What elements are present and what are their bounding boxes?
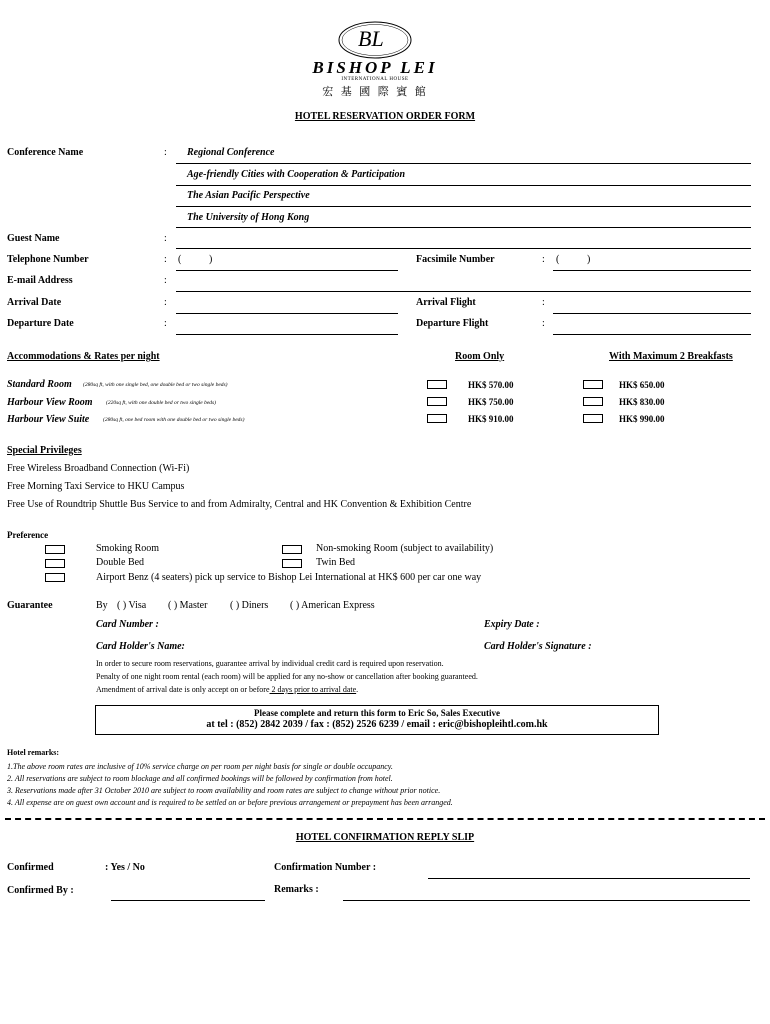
conference-line-2: Age-friendly Cities with Cooperation & Participation [187,169,406,180]
cut-line-divider [5,818,765,820]
departure-date-label: Departure Date [7,318,74,329]
departure-flight-field[interactable] [553,334,751,335]
telephone-paren-close: ) [209,254,213,265]
fax-paren-open: ( [556,254,560,265]
card-option-diners[interactable]: ( ) Diners [230,600,269,611]
telephone-paren-open: ( [178,254,182,265]
privilege-item: Free Wireless Broadband Connection (Wi-Fi) [7,463,190,474]
airport-checkbox[interactable] [45,573,65,582]
breakfast-checkbox[interactable] [583,397,603,406]
confirmed-by-label: Confirmed By : [7,885,74,896]
departure-flight-label: Departure Flight [416,318,489,329]
privileges-heading: Special Privileges [7,445,82,456]
double-bed-label: Double Bed [96,557,145,568]
arrival-date-field[interactable] [176,313,398,314]
room-name: Harbour View Suite [7,414,90,425]
colon: : [164,318,167,329]
logo-subtitle: INTERNATIONAL HOUSE [341,77,409,82]
conference-line-4: The University of Hong Kong [187,212,310,223]
contact-box [95,705,659,735]
remark-item: 4. All expense are on guest own account and is required to be settled on or before previous arrangement or prepayment has been arranged. [7,798,453,807]
confirmed-by-field[interactable] [111,900,265,901]
breakfast-price: HK$ 650.00 [619,380,665,390]
col-room-only: Room Only [455,351,505,362]
remark-item: 3. Reservations made after 31 October 2010 are subject to room availability and room rates are subject to change without prior notice. [7,786,441,795]
reply-remarks-field[interactable] [343,900,750,901]
conference-line-3: The Asian Pacific Perspective [187,190,310,201]
telephone-field[interactable] [176,270,398,271]
breakfast-checkbox[interactable] [583,380,603,389]
twin-bed-checkbox[interactable] [282,559,302,568]
confirmation-number-field[interactable] [428,878,750,879]
room-only-price: HK$ 570.00 [468,380,514,390]
smoking-label: Smoking Room [96,543,160,554]
breakfast-price: HK$ 830.00 [619,397,665,407]
fax-label: Facsimile Number [416,254,495,265]
form-title: HOTEL RESERVATION ORDER FORM [294,111,476,122]
card-number-label: Card Number : [96,619,159,630]
contact-line-2: at tel : (852) 2842 2039 / fax : (852) 2526 6239 / email : eric@bishopleihtl.com.hk [206,719,548,730]
room-desc: (280sq ft, one bed room with one double bed or two single beds) [103,417,245,423]
preference-heading: Preference [7,530,49,540]
privilege-item: Free Use of Roundtrip Shuttle Bus Service to and from Admiralty, Central and HK Convention & Exhibition Centre [7,499,472,510]
conference-line-3-underline [176,206,751,207]
guarantee-note [96,685,358,694]
confirmed-yes-no[interactable]: : Yes / No [105,862,145,873]
guarantee-note: Penalty of one night room rental (each room) will be applied for any no-show or cancellation after booking guaranteed. [96,672,478,681]
guest-name-label: Guest Name [7,233,60,244]
colon: : [164,147,167,158]
logo-chinese: 宏 基 國 際 賓 館 [322,85,428,98]
contact-line-1: Please complete and return this form to Eric So, Sales Executive [253,708,501,718]
conference-line-1-underline [176,163,751,164]
reply-remarks-label: Remarks : [274,884,319,895]
non-smoking-label: Non-smoking Room (subject to availability) [316,543,494,554]
conference-line-4-underline [176,227,751,228]
privilege-item: Free Morning Taxi Service to HKU Campus [7,481,185,492]
remarks-heading: Hotel remarks: [7,748,60,757]
card-option-master[interactable]: ( ) Master [168,600,208,611]
card-option-visa[interactable]: ( ) Visa [117,600,147,611]
room-only-checkbox[interactable] [427,397,447,406]
note-text: Amendment of arrival date is only accept on or before [96,685,270,694]
email-label: E-mail Address [7,275,73,286]
card-option-amex[interactable]: ( ) American Express [290,600,375,611]
holder-name-label: Card Holder's Name: [96,641,185,652]
hotel-logo [280,18,470,98]
holder-signature-label: Card Holder's Signature : [484,641,592,652]
expiry-label: Expiry Date : [484,619,540,630]
colon: : [542,297,545,308]
note-underlined: 2 days prior to arrival date [269,685,357,694]
note-text: . [356,685,359,694]
arrival-date-label: Arrival Date [7,297,62,308]
colon: : [164,275,167,286]
fax-paren-close: ) [587,254,591,265]
colon: : [164,254,167,265]
conference-line-1: Regional Conference [187,147,275,158]
logo-name: BISHOP LEI [312,58,438,77]
double-bed-checkbox[interactable] [45,559,65,568]
confirmed-label: Confirmed [7,862,54,873]
room-only-checkbox[interactable] [427,414,447,423]
colon: : [542,254,545,265]
breakfast-checkbox[interactable] [583,414,603,423]
email-field[interactable] [176,291,751,292]
logo-monogram: BL [358,26,384,51]
room-desc: (280sq ft, with one single bed, one double bed or two single beds) [83,382,228,388]
guarantee-heading: Guarantee [7,600,53,611]
fax-field[interactable] [553,270,751,271]
colon: : [164,233,167,244]
guest-name-field[interactable] [176,248,751,249]
guarantee-by: By [96,600,108,611]
room-only-price: HK$ 750.00 [468,397,514,407]
arrival-flight-label: Arrival Flight [416,297,476,308]
reply-slip-title: HOTEL CONFIRMATION REPLY SLIP [295,832,475,843]
twin-bed-label: Twin Bed [316,557,356,568]
remark-item: 2. All reservations are subject to room blockage and all confirmed bookings will be followed by confirmation from hotel. [7,774,393,783]
room-name: Harbour View Room [7,397,93,408]
non-smoking-checkbox[interactable] [282,545,302,554]
airport-label: Airport Benz (4 seaters) pick up service to Bishop Lei International at HK$ 600 per car one way [96,572,482,583]
room-name: Standard Room [7,379,72,390]
conference-line-2-underline [176,185,751,186]
rates-heading: Accommodations & Rates per night [7,351,160,362]
smoking-checkbox[interactable] [45,545,65,554]
col-breakfast: With Maximum 2 Breakfasts [609,351,733,362]
room-only-price: HK$ 910.00 [468,414,514,424]
colon: : [542,318,545,329]
breakfast-price: HK$ 990.00 [619,414,665,424]
room-desc: (220sq ft, with one double bed or two single beds) [106,400,216,406]
colon: : [164,297,167,308]
room-only-checkbox[interactable] [427,380,447,389]
arrival-flight-field[interactable] [553,313,751,314]
confirmation-number-label: Confirmation Number : [274,862,377,873]
departure-date-field[interactable] [176,334,398,335]
guarantee-note: In order to secure room reservations, guarantee arrival by individual credit card is required upon reservation. [96,659,444,668]
conference-name-label: Conference Name [7,147,84,158]
remark-item: 1.The above room rates are inclusive of 10% service charge on per room per night basis for single or double occupancy. [7,762,393,771]
telephone-label: Telephone Number [7,254,89,265]
